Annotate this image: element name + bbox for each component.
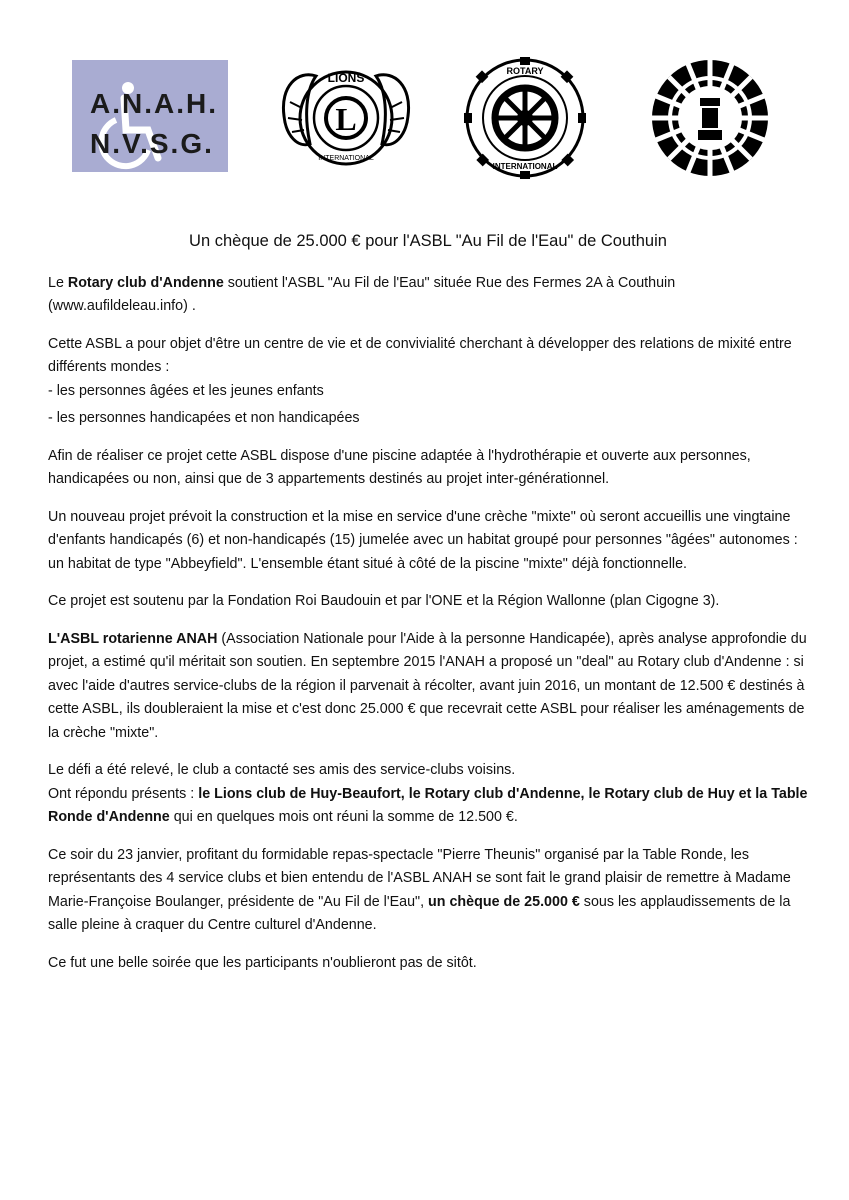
clubs-list: le Lions club de Huy-Beaufort, le Rotary club d'Andenne, le Rotary club de Huy et la Table Ronde d'Andenne xyxy=(48,785,808,825)
cheque-amount: un chèque de 25.000 € xyxy=(428,893,580,910)
paragraph-9: Ce fut une belle soirée que les participants n'oublieront pas de sitôt. xyxy=(48,954,477,971)
rotary-logo xyxy=(460,56,590,181)
lions-logo xyxy=(276,56,416,181)
anah-line1: A.N.A.H. xyxy=(90,88,218,119)
rotary-bottom-text: INTERNATIONAL xyxy=(492,162,558,171)
lions-bottom-text: INTERNATIONAL xyxy=(318,155,374,162)
list-item: - les personnes âgées et les jeunes enfants xyxy=(48,382,324,399)
rotary-club-name: Rotary club d'Andenne xyxy=(67,274,224,291)
anah-line2: N.V.S.G. xyxy=(90,128,214,159)
paragraph-8: Ce soir du 23 janvier, profitant du formidable repas-spectacle "Pierre Theunis" organisé par la Table Ronde, les représentants des 4 service clubs et bien entendu de l'ASBL ANAH se sont fait le grand plaisir de remettre à Madame Marie-Françoise Boulanger, présidente de "Au Fil de l'Eau", un chèque de 25.000 € sous les applaudissements de la salle pleine à craquer du Centre culturel d'Andenne. xyxy=(48,846,791,933)
anah-logo xyxy=(72,60,228,172)
page-title: Un chèque de 25.000 € pour l'ASBL "Au Fil de l'Eau" de Couthuin xyxy=(189,232,667,250)
paragraph-6: L'ASBL rotarienne ANAH (Association Nationale pour l'Aide à la personne Handicapée), après analyse approfondie du projet, a estimé qu'il méritait son soutien. En septembre 2015 l'ANAH a proposé un "deal" au Rotary club d'Andenne : si avec l'aide d'autres service-clubs de la région il parvenait à récolter, avant juin 2016, un montant de 12.500 € destinés à cette ASBL, ils doubleraient la mise et c'est donc 25.000 € que recevrait cette ASBL pour réaliser les aménagements de la crèche "mixte". xyxy=(48,630,807,741)
lions-top-text: LIONS xyxy=(327,71,365,85)
paragraph-2: Cette ASBL a pour objet d'être un centre de vie et de convivialité cherchant à développer des relations de mixité entre différents mondes : - les personnes âgées et les jeunes enfants - les personnes handicapées et non handicapées xyxy=(48,333,808,431)
anah-name: L'ASBL rotarienne ANAH xyxy=(48,630,218,647)
paragraph-4: Un nouveau projet prévoit la construction et la mise en service d'une crèche "mixte" où seront accueillis une vingtaine d'enfants handicapés (6) et non-handicapés (15) jumelée avec un habitat groupé pour personnes "âgées" autonomes : un habitat de type "Abbeyfield". L'ensemble étant situé à côté de la piscine "mixte" déjà fonctionnelle. xyxy=(48,508,798,572)
logo-row xyxy=(0,56,849,186)
rotary-top-text: ROTARY xyxy=(506,66,544,76)
list-item: - les personnes handicapées et non handicapées xyxy=(48,410,360,426)
article xyxy=(48,230,808,989)
lions-letter: L xyxy=(335,101,357,137)
round-table-logo xyxy=(640,56,780,181)
paragraph-1: Le Rotary club d'Andenne soutient l'ASBL "Au Fil de l'Eau" située Rue des Fermes 2A à Couthuin (www.aufildeleau.info) . xyxy=(48,274,676,314)
paragraph-7: Le défi a été relevé, le club a contacté ses amis des service-clubs voisins. Ont répondu présents : le Lions club de Huy-Beaufort, le Rotary club d'Andenne, le Rotary club de Huy et la Table Ronde d'Andenne qui en quelques mois ont réuni la somme de 12.500 €. xyxy=(48,762,808,825)
paragraph-3: Afin de réaliser ce projet cette ASBL dispose d'une piscine adaptée à l'hydrothérapie et ouverte aux personnes, handicapées ou non, ainsi que de 3 appartements destinés au projet inter-générationnel. xyxy=(48,447,751,487)
paragraph-5: Ce projet est soutenu par la Fondation Roi Baudouin et par l'ONE et la Région Wallonne (plan Cigogne 3). xyxy=(48,593,720,609)
